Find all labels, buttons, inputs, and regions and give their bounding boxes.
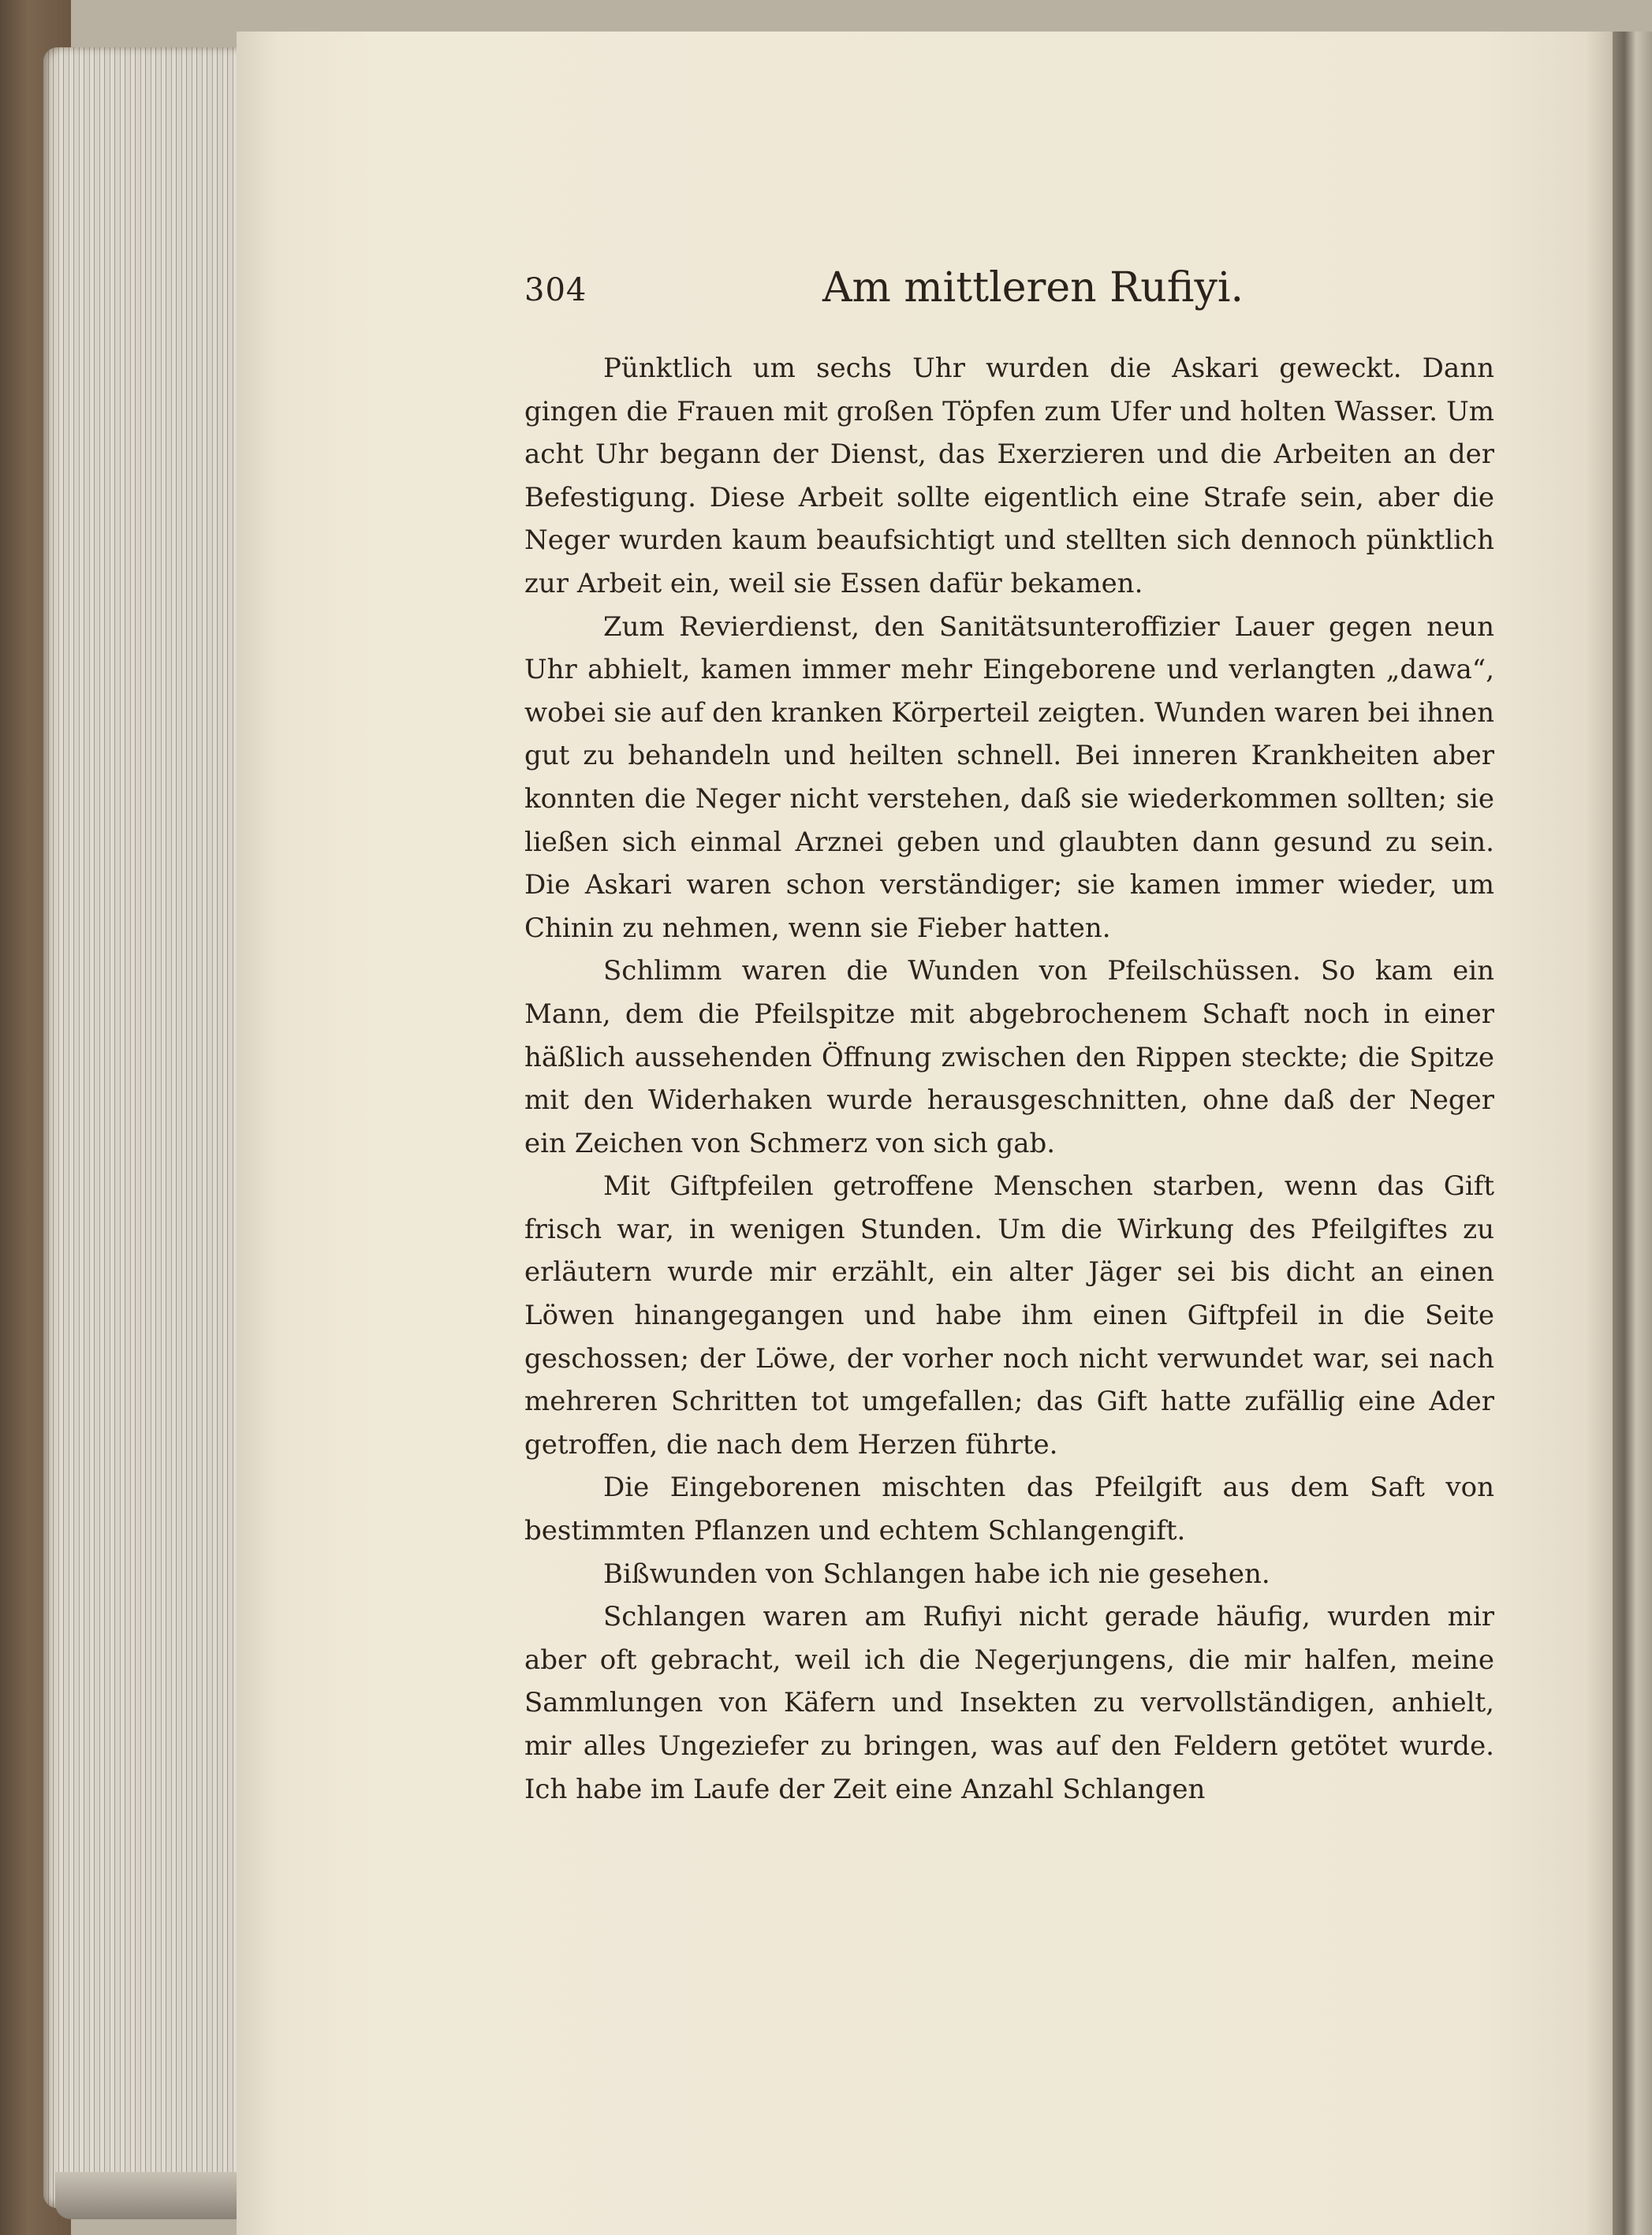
stacked-page-edges [43,47,252,2208]
paragraph: Die Eingeborenen mischten das Pfeilgift aus dem Saft von bestimmten Pflanzen und echtem Schlangengift. [524,1472,1494,1547]
page-block-bottom [55,2172,252,2219]
body-text [524,347,1494,1811]
paragraph: Schlangen waren am Rufiyi nicht gerade häufig, wurden mir aber oft gebracht, weil ich die Negerjungens, die mir halfen, meine Sammlungen von Käfern und Insekten zu vervollständigen, anhielt, mir alles Ungeziefer zu bringen, was auf den Feldern getötet wurde. Ich habe im Laufe der Zeit eine Anzahl Schlangen [524,1601,1494,1805]
paragraph: Bißwunden von Schlangen habe ich nie gesehen. [603,1558,1270,1590]
right-page-edge [1613,32,1652,2235]
paragraph: Zum Revierdienst, den Sanitätsunteroffizier Lauer gegen neun Uhr abhielt, kamen immer mehr Eingeborene und verlangten „dawa“, wobei sie auf den kranken Körperteil zeigten. Wunden waren bei ihnen gut zu behandeln und heilten schnell. Bei inneren Krankheiten aber konnten die Neger nicht verstehen, daß sie wiederkommen sollten; sie ließen sich einmal Arznei geben und glaubten dann gesund zu sein. Die Askari waren schon verständiger; sie kamen immer wieder, um Chinin zu nehmen, wenn sie Fieber hatten. [524,610,1494,944]
page-header [524,264,1494,327]
paragraph: Pünktlich um sechs Uhr wurden die Askari geweckt. Dann gingen die Frauen mit großen Töpfen zum Ufer und holten Wasser. Um acht Uhr begann der Dienst, das Exerzieren und die Arbeiten an der Befestigung. Diese Arbeit sollte eigentlich eine Strafe sein, aber die Neger wurden kaum beaufsichtigt und stellten sich dennoch pünktlich zur Arbeit ein, weil sie Essen dafür bekamen. [524,353,1494,599]
paragraph: Mit Giftpfeilen getroffene Menschen starben, wenn das Gift frisch war, in wenigen Stunden. Um die Wirkung des Pfeilgiftes zu erläutern wurde mir erzählt, ein alter Jäger sei bis dicht an einen Löwen hinangegangen und habe ihm einen Giftpfeil in die Seite geschossen; der Löwe, der vorher noch nicht verwundet war, sei nach mehreren Schritten tot umgefallen; das Gift hatte zufällig eine Ader getroffen, die nach dem Herzen führte. [524,1170,1494,1461]
running-title: Am mittleren Rufiyi. [822,264,1244,312]
page-number: 304 [524,272,587,308]
paragraph: Schlimm waren die Wunden von Pfeilschüssen. So kam ein Mann, dem die Pfeilspitze mit abgebrochenem Schaft noch in einer häßlich aussehenden Öffnung zwischen den Rippen steckte; die Spitze mit den Widerhaken wurde herausgeschnitten, ohne daß der Neger ein Zeichen von Schmerz von sich gab. [524,955,1494,1159]
